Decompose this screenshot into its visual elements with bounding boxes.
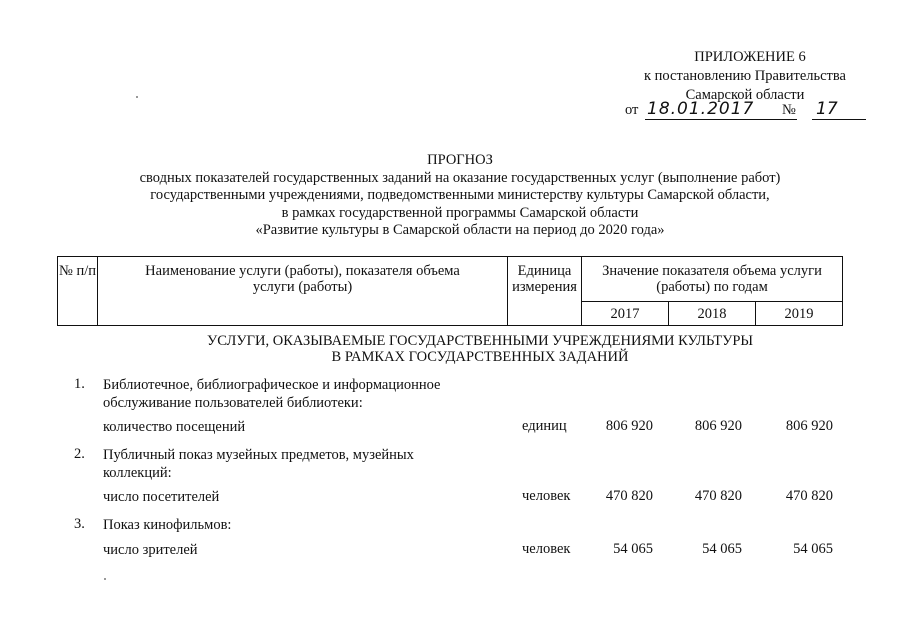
header-year-2017: 2017: [582, 302, 669, 326]
service-name-line: Библиотечное, библиографическое и информационное: [103, 377, 441, 393]
resolution-date: 18.01.2017: [645, 99, 797, 120]
header-year-2019: 2019: [756, 302, 843, 326]
scan-speck: [136, 96, 138, 98]
header-name-text: Наименование услуги (работы), показателя объема услуги (работы): [145, 263, 460, 295]
document-title: [60, 152, 860, 240]
indicator-name: количество посещений: [103, 419, 246, 435]
unit: единиц: [522, 418, 567, 434]
indicator-name: число зрителей: [103, 542, 198, 558]
section-line-2: В РАМКАХ ГОСУДАРСТВЕННЫХ ЗАДАНИЙ: [331, 349, 629, 365]
row-number: 1.: [74, 376, 85, 392]
value-2018: 806 920: [694, 418, 742, 434]
header-value-text: Значение показателя объема услуги (работы) по годам: [602, 263, 822, 295]
service-name-line: Публичный показ музейных предметов, музейных: [103, 447, 414, 463]
unit: человек: [522, 488, 571, 504]
service-name: [103, 516, 503, 534]
value-2017: 806 920: [605, 418, 653, 434]
header-year-2018: 2018: [669, 302, 756, 326]
service-name-line: коллекций:: [103, 465, 172, 481]
service-name: [103, 376, 503, 412]
title-line-3: в рамках государственной программы Самарской области: [281, 204, 639, 221]
appendix-resolution: к постановлению Правительства: [644, 68, 846, 84]
section-line-1: УСЛУГИ, ОКАЗЫВАЕМЫЕ ГОСУДАРСТВЕННЫМИ УЧРЕЖДЕНИЯМИ КУЛЬТУРЫ: [206, 333, 754, 349]
row-number: 3.: [74, 516, 85, 532]
header-num: № п/п: [58, 257, 98, 326]
value-2018: 54 065: [702, 541, 742, 557]
resolution-number: 17: [812, 99, 866, 120]
row-number: 2.: [74, 446, 85, 462]
title-line-1: сводных показателей государственных заданий на оказание государственных услуг (выполнение работ): [139, 169, 781, 186]
indicator-name: число посетителей: [103, 489, 220, 505]
value-2018: 470 820: [694, 488, 742, 504]
value-2019: 54 065: [793, 541, 833, 557]
appendix-region: Самарской области: [685, 87, 805, 103]
appendix-title: ПРИЛОЖЕНИЕ 6: [694, 49, 806, 65]
resolution-date-line: [625, 99, 895, 122]
number-label: №: [782, 102, 796, 118]
title-line-2: государственными учреждениями, подведомственными министерству культуры Самарской области,: [150, 187, 770, 203]
header-unit: Единица измерения: [508, 257, 582, 326]
value-2019: 470 820: [785, 488, 833, 504]
header-value: [582, 257, 843, 302]
section-title: [100, 333, 860, 365]
service-name-line: обслуживание пользователей библиотеки:: [103, 395, 363, 411]
unit: человек: [522, 541, 571, 557]
header-name: [98, 257, 508, 326]
table-header: [57, 256, 843, 326]
from-label: от: [625, 102, 639, 118]
appendix-block: [600, 48, 890, 105]
service-name-line: Показ кинофильмов:: [103, 517, 232, 533]
value-2017: 470 820: [605, 488, 653, 504]
scan-speck: [104, 578, 106, 580]
title-line-4: «Развитие культуры в Самарской области на период до 2020 года»: [255, 222, 665, 238]
value-2019: 806 920: [785, 418, 833, 434]
service-name: [103, 446, 503, 482]
value-2017: 54 065: [613, 541, 653, 557]
title-heading: ПРОГНОЗ: [427, 152, 493, 168]
